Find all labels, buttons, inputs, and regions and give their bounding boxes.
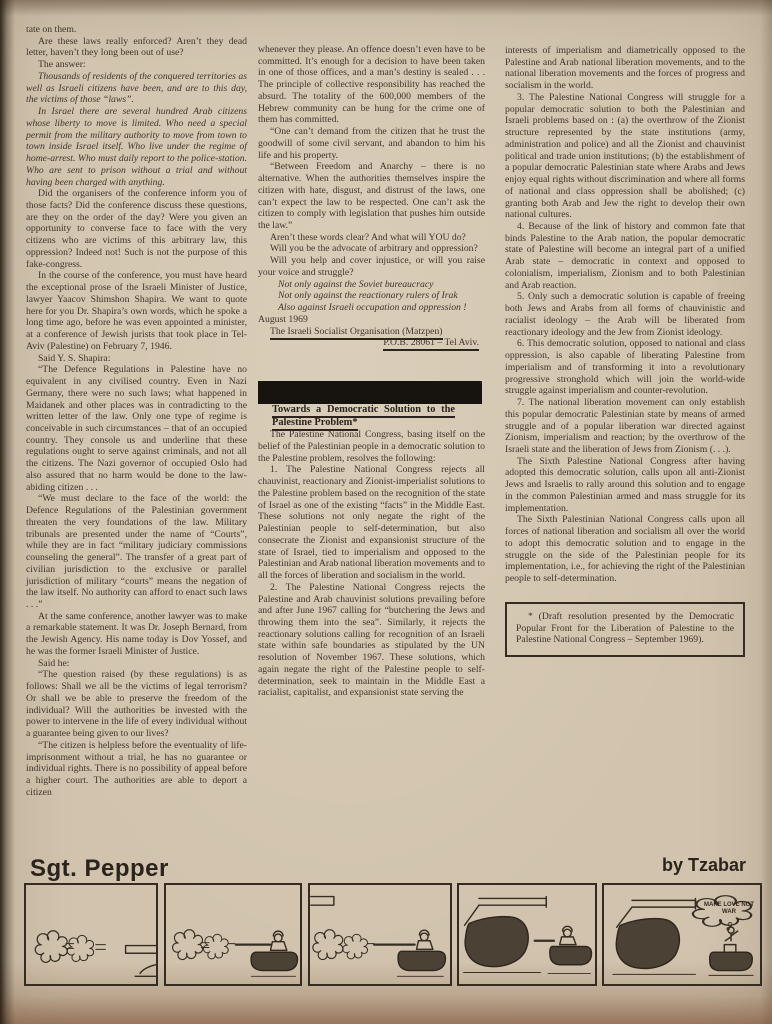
paragraph: “The question raised (by these regulations) is as follows: Shall we all be the victims of legal terrorism? Or shall we be able to preserve the freedom of the individual? Will the authorities be invested with the power to intervene in the life of every individual without a guarantee being given to our lives? bbox=[26, 669, 247, 740]
comic-panel-1 bbox=[24, 883, 158, 986]
comic-strip bbox=[24, 883, 764, 986]
paragraph: The Sixth Palestinian National Congress calls upon all forces of national liberation and socialism all over the world to adopt this democratic solution and to engage in the struggle on the side of the Palestinian people for its implementation, i.e., for achieving the right of the Palestinian people to self-determination. bbox=[505, 514, 745, 585]
document-heading bbox=[258, 404, 485, 429]
paragraph: “The Defence Regulations in Palestine have no equivalent in any civilised country. Even in Nazi Germany, there were no such laws; what happened in Maidanek and other places was in contradicting to the written letter of the law. Only one type of regime is conceivable in such circumstances – that of an occupied country. They console us and underline that these regulations ought to serve against criminals, and not all the citizens. The Nazi governor of occupied Oslo had also assured that no harm would be done to the law-abiding citizen . . . bbox=[26, 364, 247, 493]
comic-panel-4 bbox=[457, 883, 597, 986]
comic-panel-5-drawing bbox=[604, 885, 760, 984]
smoke-puff-icon bbox=[35, 931, 93, 963]
redaction-bar bbox=[258, 381, 482, 404]
thought-bubble-text: MAKE LOVE NOT WAR bbox=[703, 902, 754, 915]
paragraph: Will you help and cover injustice, or will you raise your voice and struggle? bbox=[258, 255, 485, 278]
comic-panel-3-drawing bbox=[310, 885, 450, 984]
paragraph: Said he: bbox=[38, 657, 70, 669]
comic-panel-4-drawing bbox=[459, 885, 595, 984]
footnote-text: * (Draft resolution presented by the Democratic Popular Front for the Liberation of Palestine to the Palestine National Congress – September 1969). bbox=[516, 610, 734, 646]
middle-column bbox=[258, 44, 485, 699]
paragraph: “The citizen is helpless before the eventuality of life-imprisonment without a trial, he has no guarantee or individual rights. There is no possibility of appeal before a higher court. The authorities are able to deport a citizen bbox=[26, 739, 247, 798]
comic-byline: by Tzabar bbox=[661, 855, 746, 875]
resolution-item: 2. The Palestine National Congress rejects the Palestine and Arab chauvinist solutions prevailing before and after June 1967 calling for “butchering the Jews and throwing them into the sea”. Similarly, it rejects the reactionary solutions calling for recognition of an Israeli state within safe boundaries as stipulated by the UN resolution of November 1967. These solutions, which again negate the right of the Palestine people to self-determination, seek to maintain in the Middle East a racialist, capitalist, and expansionist state serving the bbox=[258, 581, 485, 699]
comic-panel-3 bbox=[308, 883, 452, 986]
resolution-item: 1. The Palestine National Congress rejects all chauvinist, reactionary and Zionist-imperialist solutions to the Palestine problem based on the recognition of the state of Israel as one of the existing “facts” in the Middle East. These solutions not only negate the right of the Palestinian people to self-determination, but also consecrate the Zionist and expansionist structure of the state of Israel, tied to imperialism and opposed to the Palestinian and Arab national liberation movements and to all the forces of liberation and socialism in the world. bbox=[258, 464, 485, 582]
resolution-item: 6. This democratic solution, opposed to national and class oppression, is also capable of liberating Palestine from imperialism and of transforming it into a revolutionary progressive stronghold which will join the world-wide struggle against imperialism and counter-revolution. bbox=[505, 338, 745, 397]
resolution-item: 7. The national liberation movement can only establish this popular democratic Palestinian state by means of armed struggle and of a popular liberation war directed against Zionism, imperialism and reaction; by the overthrow of the Israeli state and the liberation of Jews from Zionism (. . .). bbox=[505, 397, 745, 455]
paragraph: Aren’t these words clear? And what will YOU do? bbox=[270, 231, 466, 243]
big-tank-icon bbox=[464, 897, 547, 973]
paragraph: The Palestine National Congress, basing itself on the belief of the Palestinian people in a democratic solution to the Palestine problem, resolves the following: bbox=[258, 429, 485, 464]
tank-hull-fragment bbox=[135, 965, 155, 977]
tank-barrel-icon bbox=[126, 946, 156, 954]
approaching-barrel-icon bbox=[311, 897, 334, 906]
organisation-name bbox=[258, 326, 485, 338]
document-heading-text: Towards a Democratic Solution to the Palestine Problem* bbox=[272, 404, 455, 431]
paragraph: whenever they please. An offence doesn’t even have to be committed. It’s enough for a decision to have been taken in one of those offices, and a man’s destiny is sealed . . . The principle of collective responsibility has reached the absurd. The totality of the 600,000 members of the Hebrew community can be hung for the crime one of them has committed. bbox=[258, 44, 485, 126]
comic-panel-2-drawing bbox=[166, 885, 300, 984]
resolution-item: 4. Because of the link of history and common fate that binds Palestine to the Arab nation, the popular democratic state of Palestine will become an integral part of a unified Arab state – democratic in context and opposed to colonialism, imperialism, Zionism and to both Palestinian and Arab reaction. bbox=[505, 221, 745, 291]
small-tank-icon bbox=[374, 930, 445, 976]
paragraph: At the same conference, another lawyer was to make a remarkable statement. It was Dr. Joseph Bernard, from the Jewish Agency. His name today is Dov Yossef, and he was the former Israeli Minister of Justice. bbox=[26, 610, 247, 657]
left-column bbox=[26, 24, 247, 798]
paragraph: In the course of the conference, you must have heard the exceptional prose of the Israeli Minister of Justice, lawyer Yaacov Shimshon Shapira. We want to quote here for you Dr. Shapira’s own words, which he spoke a long time ago, before he was even appointed a minister, at a conference of Jewish jurists that took place in Tel-Aviv (Palestine) on February 7, 1946. bbox=[26, 270, 247, 352]
date-line: August 1969 bbox=[258, 313, 308, 325]
resolution-item: 3. The Palestine National Congress will struggle for a popular democratic solution to both the Palestinian and Israeli problems based on : (a) the overthrow of the Zionist structure represented by the state institutions (army, administration and police) and all the Zionist and chauvinist political and trade union institutions; (b) the establishment of a popular democratic Palestinian state where Arabs and Jews enjoy equal rights without discrimination and where all forms of national and class oppression shall be abolished; (c) granting both Arab and Jew the right to develop their own national cultures. bbox=[505, 91, 745, 221]
paragraph: tate on them. bbox=[26, 24, 77, 35]
paragraph: The answer: bbox=[38, 59, 86, 71]
paragraph: In Israel there are several hundred Arab citizens whose liberty to move is limited. Who need a special permit from the military authority to move from town to town inside Israel itself. Who live under the regime of home-arrest. Who must daily report to the police-station. Who are sent to prison without a trial and without having been charged with anything. bbox=[26, 106, 247, 188]
paragraph: interests of imperialism and diametrically opposed to the Palestine and Arab national liberation movements, and to the national liberation movements and the forces of progress and socialism in the world. bbox=[505, 45, 745, 92]
slogan-line: Also against Israeli occupation and oppression ! bbox=[278, 302, 467, 314]
surrendering-tank-icon bbox=[709, 927, 753, 975]
slogan-line: Not only against the Soviet bureaucracy bbox=[278, 278, 434, 290]
comic-panel-1-drawing bbox=[26, 885, 156, 984]
small-tank-icon bbox=[535, 926, 592, 973]
resolution-item: 5. Only such a democratic solution is capable of freeing both Jews and Arabs from all forms of chauvinistic and racialist ideology – the Arab will be liberated from reactionary ideology and the Jew from Zionist ideology. bbox=[505, 291, 745, 338]
smoke-puff-icon bbox=[313, 930, 368, 960]
organisation-address-text: P.O.B. 28061 – Tel Aviv. bbox=[383, 337, 479, 351]
small-tank-icon bbox=[236, 931, 298, 976]
slogan-line: Not only against the reactionary rulers of Irak bbox=[278, 290, 458, 302]
paragraph: Said Y. S. Shapira: bbox=[38, 352, 111, 364]
comic-panel-5 bbox=[602, 883, 762, 986]
paragraph: Are these laws really enforced? Aren’t they dead letter, haven’t they long been out of use? bbox=[26, 35, 247, 59]
organisation-name-text: The Israeli Socialist Organisation (Matzpen) bbox=[270, 326, 443, 340]
comic-panel-2 bbox=[164, 883, 302, 986]
paragraph: “Between Freedom and Anarchy – there is no alternative. When the authorities themselves inspire the citizen with hate, disgust, and distrust of the laws, one can’t expect the law to be respected. One can’t ask the citizen to comply with legislation that pushes him outside the law.” bbox=[258, 161, 485, 232]
paragraph: Thousands of residents of the conquered territories as well as Israeli citizens have been, and are to this day, the victims of those “laws”. bbox=[26, 70, 247, 106]
footnote-box bbox=[505, 602, 745, 657]
paragraph: Will you be the advocate of arbitrary and oppression? bbox=[270, 243, 478, 255]
paragraph: Did the organisers of the conference inform you of those facts? Did the conference discuss these questions, are they on the order of the day? Were you given an opportunity to converse face to face with the very citizens who are victims of this arbitrary law, this oppression? Indeed not! Such is not the purpose of this fake-congress. bbox=[26, 188, 247, 270]
big-tank-icon bbox=[613, 898, 696, 974]
paragraph: “One can’t demand from the citizen that he trust the goodwill of some civil servant, and abandon to him his life and his property. bbox=[258, 126, 485, 161]
comic-title: Sgt. Pepper bbox=[30, 855, 169, 882]
right-column bbox=[505, 45, 745, 657]
paragraph: “We must declare to the face of the world: the Defence Regulations of the Palestinian government threaten the very foundations of the law. Military tribunals are presented under the name of “Courts”, while they are in fact “military judiciary commissions counseling the general”. The transfer of a great part of civilian jurisdiction to the exclusive or parallel jurisdiction of military “courts” means the negation of the law itself. No authority can afford to enact such laws . . .” bbox=[26, 493, 247, 610]
smoke-puff-icon bbox=[173, 930, 229, 960]
paragraph: The Sixth Palestine National Congress after having adopted this democratic solution, calls upon all anti-Zionist Jews and Israelis to rally around this solution and to engage in the common Palestinian armed and mass struggle for its implementation. bbox=[505, 455, 745, 514]
